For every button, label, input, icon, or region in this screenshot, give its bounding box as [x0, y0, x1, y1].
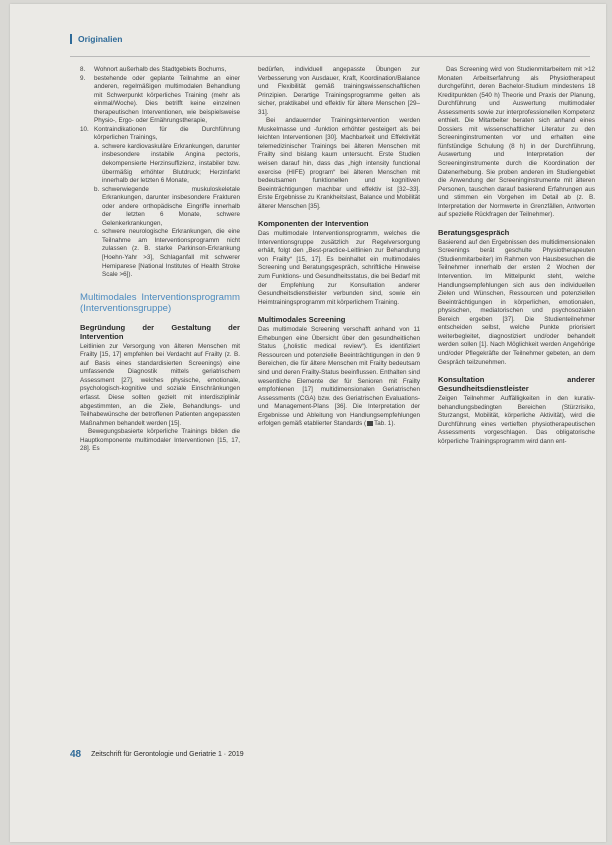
heading-intervention-program: Multimodales Interventionsprogramm (Interventionsgruppe) — [80, 291, 240, 315]
paragraph: Zeigen Teilnehmer Auffälligkeiten in den kurativ-behandlungsbedingten Bereichen (Stürzrisiko, Sturzangst, Mobilität, körperliche Aktivität), wird die Durchführung eines vertieften physiotherapeutischen Assessments vorgeschlagen. Das obligatorische körperliche Trainingsprogramm wird dann ent- — [438, 395, 595, 445]
table-ref-icon — [367, 421, 373, 426]
sub-text: schwerwiegende muskuloskeletale Erkrankungen, darunter insbesondere Frakturen oder andere orthopädische Eingriffe innerhalb der letzten 6 Monate, schwere Gelenkerkrankungen, — [102, 185, 240, 227]
heading-screening: Multimodales Screening — [258, 315, 346, 325]
section-header: Originalien — [70, 34, 122, 44]
subheading-rationale: Begründung der Gestaltung der Intervention — [80, 322, 240, 341]
page-footer — [70, 749, 244, 760]
heading-components: Komponenten der Intervention — [258, 219, 369, 229]
column-1 — [80, 66, 240, 454]
paragraph-end: ). — [391, 420, 396, 428]
heading-consultation: Konsultation anderer Gesundheitsdienstleister — [438, 375, 595, 394]
paragraph: Basierend auf den Ergebnissen des multidimensionalen Screenings berät geschulte Physiotherapeuten (Studienmitarbeiter) im Rahmen von Hausbesuchen die Teilnehmer innerhalb der ersten 2 Wochen der Intervention. Im Mittelpunkt steht, welche Handlungsempfehlungen sich aus den individuellen Zielen und Wünschen, Ressourcen und potenziellen Beeinträchtigungen in körperlichen, emotionalen, physischen, mediatorischen und psychosozialen Bereich ergeben [37]. Die Studienteilnehmer entscheiden selbst, welche Punkte priorisiert weiterbegleitet, diagnostiziert und/oder behandelt werden sollen [1]. Nach Möglichkeit werden Angehörige und/oder Pflegekräfte der Teilnehmer gebeten, an dem Gespräch teilzunehmen. — [438, 238, 595, 366]
paragraph: Leitlinien zur Versorgung von älteren Menschen mit Frailty [15, 17] empfehlen bei Verdacht auf Frailty (z. B. auf Basis eines standardisierten Screenings) eine umfassende Diagnostik mittels geriatrischem Assessment [27], welches physische, emotionale, psychologisch-kognitive und soziale Einschränkungen erfasst. Diese sollten gezielt mit interdisziplinär abgestimmten, an die Ziele, Behandlungs- und Teilhabewünsche der betroffenen Patienten angepassten Maßnahmen behandelt werden [15]. — [80, 342, 240, 427]
paragraph-text: Das multimodale Screening verschafft anhand von 11 Erhebungen eine Übersicht über den gesundheitlichen Status („holistic medical review“). Es identifiziert Ressourcen und potenzielle Beeinträchtigungen in den 9 Bereichen, die für ältere Menschen mit Frailty bedeutsam sind und deren Frailty-Status beeinflussen. Enthalten sind wesentliche Elemente der für Senioren mit Frailty empfohlenen [17] multidimensionalen Geriatrischen Assessments (CGA) bzw. des Geriatrischen Evaluations- und Management-Plans [36]. Die Interpretation der Ergebnisse und Ableitung von Handlungsempfehlungen erfolgen gemäß etablierter Standards ( — [258, 326, 420, 428]
paragraph: Das multimodale Interventionsprogramm, welches die Interventionsgruppe zusätzlich zur Regelversorgung erhält, folgt den „Best-practice-Leitlinien zur Behandlung von Frailty“ [15, 17]. Es beinhaltet ein multimodales Screening und Beratungsgespräch, schriftliche Hinweise zum Funktions- und Gesundheitsstatus, die bei Bedarf mit der Empfehlung zur Konsultation anderer Gesundheitsdienstleister verbunden sind, sowie ein Heimtrainingsprogramm mit körperlichem Training. — [258, 230, 420, 306]
journal-title: Zeitschrift für Gerontologie und Geriatrie 1 · 2019 — [91, 751, 244, 758]
sub-item-c — [94, 228, 240, 279]
header-rule — [70, 56, 590, 57]
paragraph: Bewegungsbasierte körperliche Trainings bilden die Hauptkomponente multimodaler Interventionen [15, 17, 28]. Es — [80, 428, 240, 453]
paragraph: Bei andauernder Trainingsintervention werden Muskelmasse und -funktion erhöhter gesteigert als bei leichten Interventionen [30]. Machbarkeit und Effektivität telemedizinischer Trainings bei älteren Menschen mit Frailty sind bislang kaum untersucht. Erste Studien weisen darauf hin, dass das „high intensity functional exercise (HIFE) program“ bei älteren Menschen mit bedeutsamen funktionellen und kognitiven Beeinträchtigungen machbar und effektiv ist [32–33]. Erste Ergebnisse zu Krankheitslast, Balance und Mobilität älterer Menschen [35]. — [258, 117, 420, 210]
paragraph: Das Screening wird von Studienmitarbeitern mit >12 Monaten Arbeitserfahrung als Physiotherapeut durchgeführt, deren Bachelor-Studium mindestens 18 Kreditpunkten (540 h) Theorie und Praxis der Planung, Durchführung und Auswertung multimodaler Assessments sowie zur interprofessionellen Kompetenz enthielt. Die Mitarbeiter beraten sich anhand eines Dossiers mit wissenschaftlicher Literatur zu den Screeninginstrumenten vor und erhalten eine fünfstündige Schulung (8 h) in der Durchführung, Auswertung und Interpretation der Screeninginstrumente durch die Koordination der Datenerhebung. Sie proben anderen im Studiengebiet die Anwendung der Screeninginstrumente mit älteren Personen, tauschen darauf basierend Erfahrungen aus und stimmen ein Vorgehen im Detail ab (z. B. Interpretation der Normwerte in Grenzfällen, Antworten auf spezielle Rückfragen der Teilnehmer). — [438, 66, 595, 219]
item-text: bestehende oder geplante Teilnahme an einer anderen, regelmäßigen multimodalen Behandlung mit Schwerpunkt körperliches Training (mehr als einmal/Woche). Dies betrifft keine einzelnen therapeutischen Interventionen, wie beispielsweise Physio-, Ergo- oder Ernährungstherapie, — [94, 74, 240, 125]
sub-label: b. — [94, 185, 100, 193]
journal-page — [10, 4, 606, 842]
sub-text: schwere kardiovaskuläre Erkrankungen, darunter insbesondere instabile Angina pectoris, dekompensierte Herzinsuffizienz, instabiler bzw. übermäßig erhöhter Blutdruck; Herzinfarkt innerhalb der letzten 6 Monate, — [102, 142, 240, 185]
sub-label: a. — [94, 142, 100, 150]
column-3 — [438, 66, 595, 446]
heading-counselling: Beratungsgespräch — [438, 227, 510, 237]
item-number: 8. — [80, 66, 86, 73]
item-text: Kontraindikationen für die Durchführung körperlichen Trainings, — [94, 125, 240, 142]
sub-text: schwere neurologische Erkrankungen, die eine Teilnahme am Interventionsprogramm nicht zulassen (z. B. starke Parkinson-Erkrankung [Hoehn-Yahr >3], Schlaganfall mit schwerer Hemiparese [National Institutes of Health Stroke Scale >6]). — [102, 228, 240, 279]
exclusion-item-9 — [80, 75, 240, 126]
exclusion-item-8 — [80, 66, 240, 75]
sub-label: c. — [94, 228, 99, 236]
sub-item-a — [94, 143, 240, 186]
item-number: 9. — [80, 74, 86, 82]
table-reference-link[interactable]: Tab. 1 — [374, 420, 392, 428]
paragraph — [258, 326, 420, 429]
page-number: 48 — [70, 749, 82, 760]
item-number: 10. — [80, 125, 89, 133]
sub-item-b — [94, 186, 240, 229]
paragraph: bedürfen, individuell angepasste Übungen zur Verbesserung von Ausdauer, Kraft, Koordination/Balance und Flexibilität gemäß trainingswissenschaftlichen Prinzipien. Derartige Trainingsprogramme gelten als sicher, praktikabel und effektiv für ältere Menschen [29–31]. — [258, 66, 420, 116]
item-text: Wohnort außerhalb des Stadtgebiets Bochums, — [94, 66, 227, 73]
exclusion-item-10 — [80, 126, 240, 143]
column-2 — [258, 66, 420, 429]
